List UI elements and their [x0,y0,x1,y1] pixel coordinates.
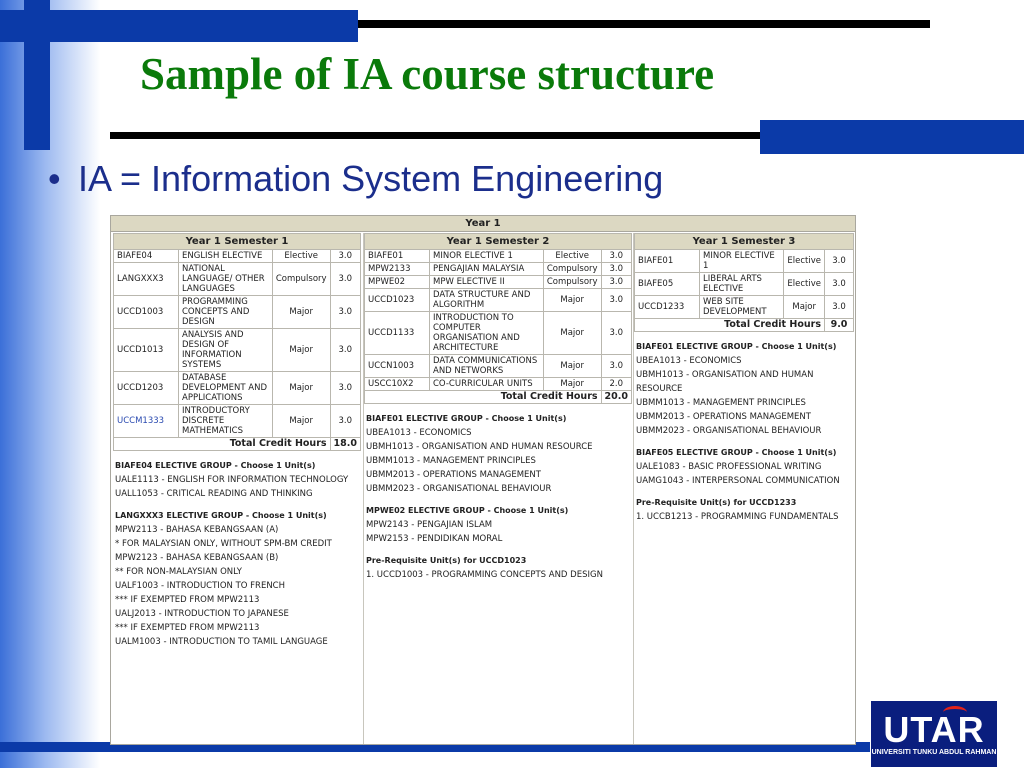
semester-column [363,233,632,744]
year-header: Year 1 [111,216,855,232]
elective-option: UALJ2013 - INTRODUCTION TO JAPANESE [115,609,289,619]
course-credit: 3.0 [601,355,631,378]
course-code: UCCD1233 [635,296,700,319]
course-credit: 3.0 [601,289,631,312]
course-title: MINOR ELECTIVE 1 [430,250,544,263]
course-type: Major [543,355,601,378]
course-row [635,273,854,296]
slide-title: Sample of IA course structure [140,49,715,99]
course-credit: 3.0 [330,250,360,263]
course-title: WEB SITE DEVELOPMENT [700,296,784,319]
course-title: LIBERAL ARTS ELECTIVE [700,273,784,296]
total-label: Total Credit Hours [114,438,331,451]
elective-notes [113,451,361,649]
course-credit: 3.0 [330,405,360,438]
elective-option: ** FOR NON-MALAYSIAN ONLY [115,567,242,577]
course-title: INTRODUCTORY DISCRETE MATHEMATICS [179,405,273,438]
course-type: Major [543,289,601,312]
course-type: Major [784,296,825,319]
course-title: DATABASE DEVELOPMENT AND APPLICATIONS [179,372,273,405]
course-code: MPWE02 [365,276,430,289]
elective-option: * FOR MALAYSIAN ONLY, WITHOUT SPM-BM CREDIT [115,539,332,549]
course-title: DATA STRUCTURE AND ALGORITHM [430,289,544,312]
course-type: Elective [784,250,825,273]
course-code: UCCN1003 [365,355,430,378]
elective-option: 1. UCCB1213 - PROGRAMMING FUNDAMENTALS [636,512,839,522]
course-credit: 3.0 [330,329,360,372]
course-type: Major [272,329,330,372]
course-title: ANALYSIS AND DESIGN OF INFORMATION SYSTEMS [179,329,273,372]
course-code: BIAFE05 [635,273,700,296]
elective-group-heading: LANGXXX3 ELECTIVE GROUP - Choose 1 Unit(s) [115,511,327,520]
course-credit: 3.0 [601,276,631,289]
elective-option: UALE1083 - BASIC PROFESSIONAL WRITING [636,462,822,472]
course-code: LANGXXX3 [114,263,179,296]
elective-option: UBEA1013 - ECONOMICS [636,356,742,366]
semester-table [113,233,361,451]
elective-option: MPW2123 - BAHASA KEBANGSAAN (B) [115,553,279,563]
course-row [635,250,854,273]
elective-group-heading: BIAFE01 ELECTIVE GROUP - Choose 1 Unit(s) [366,414,567,423]
title-underline-rule [110,132,760,139]
course-credit: 3.0 [601,312,631,355]
course-title: PENGAJIAN MALAYSIA [430,263,544,276]
course-credit: 2.0 [601,378,631,391]
top-black-rule [358,20,930,28]
course-code: BIAFE04 [114,250,179,263]
course-type: Major [272,405,330,438]
elective-option: UALF1003 - INTRODUCTION TO FRENCH [115,581,286,591]
elective-group-heading: BIAFE05 ELECTIVE GROUP - Choose 1 Unit(s) [636,448,837,457]
elective-group-heading: Pre-Requisite Unit(s) for UCCD1023 [366,556,527,565]
total-row [635,319,854,332]
elective-option: MPW2153 - PENDIDIKAN MORAL [366,534,503,544]
elective-option: UBMM1013 - MANAGEMENT PRINCIPLES [636,398,806,408]
course-title: CO-CURRICULAR UNITS [430,378,544,391]
elective-group-heading: MPWE02 ELECTIVE GROUP - Choose 1 Unit(s) [366,506,569,515]
logo-text: UTAR [883,709,985,750]
elective-option: UALL1053 - CRITICAL READING AND THINKING [115,489,313,499]
course-code: UCCD1013 [114,329,179,372]
course-type: Major [272,372,330,405]
semester-header: Year 1 Semester 1 [114,234,361,250]
course-title: INTRODUCTION TO COMPUTER ORGANISATION AND ARCHITECTURE [430,312,544,355]
elective-option: UAMG1043 - INTERPERSONAL COMMUNICATION [636,476,840,486]
logo-subtext: UNIVERSITI TUNKU ABDUL RAHMAN [871,749,997,756]
total-credit-hours: 18.0 [330,438,360,451]
course-row [114,372,361,405]
course-type: Major [543,312,601,355]
semester-table [634,233,854,332]
course-code: BIAFE01 [635,250,700,273]
course-credit: 3.0 [601,263,631,276]
utar-logo [870,700,998,768]
course-type: Major [272,296,330,329]
elective-group-heading: BIAFE01 ELECTIVE GROUP - Choose 1 Unit(s) [636,342,837,351]
total-credit-hours: 9.0 [825,319,854,332]
course-type: Elective [272,250,330,263]
course-row [114,263,361,296]
elective-option: UBMM2013 - OPERATIONS MANAGEMENT [366,470,541,480]
elective-option: UALE1113 - ENGLISH FOR INFORMATION TECHNOLOGY [115,475,349,485]
semester-header: Year 1 Semester 2 [365,234,632,250]
top-blue-bar [0,10,358,42]
elective-option: UBMM2023 - ORGANISATIONAL BEHAVIOUR [636,426,822,436]
course-row [365,289,632,312]
course-code: BIAFE01 [365,250,430,263]
semester-table [364,233,632,404]
course-title: PROGRAMMING CONCEPTS AND DESIGN [179,296,273,329]
course-code: UCCD1203 [114,372,179,405]
course-row [365,378,632,391]
elective-option: MPW2143 - PENGAJIAN ISLAM [366,520,493,530]
course-type: Elective [543,250,601,263]
course-type: Major [543,378,601,391]
course-credit: 3.0 [601,250,631,263]
course-row [365,263,632,276]
elective-option: UBMM1013 - MANAGEMENT PRINCIPLES [366,456,536,466]
bullet-text: IA = Information System Engineering [78,158,664,199]
elective-notes [364,404,632,582]
bullet-marker: • [48,158,61,199]
course-title: NATIONAL LANGUAGE/ OTHER LANGUAGES [179,263,273,296]
elective-option: UALM1003 - INTRODUCTION TO TAMIL LANGUAGE [115,637,328,647]
course-row [114,296,361,329]
course-credit: 3.0 [825,250,854,273]
semester-header: Year 1 Semester 3 [635,234,854,250]
course-code: UCCD1133 [365,312,430,355]
course-title: MPW ELECTIVE II [430,276,544,289]
course-type: Elective [784,273,825,296]
elective-option: UBMM2013 - OPERATIONS MANAGEMENT [636,412,811,422]
right-blue-bar [760,120,1024,154]
course-title: ENGLISH ELECTIVE [179,250,273,263]
elective-option: MPW2113 - BAHASA KEBANGSAAN (A) [115,525,279,535]
course-row [635,296,854,319]
bullet-point [48,158,663,200]
course-type: Compulsory [543,276,601,289]
semester-column [633,233,854,744]
course-code: UCCM1333 [114,405,179,438]
semester-column [113,233,361,744]
course-credit: 3.0 [330,372,360,405]
total-label: Total Credit Hours [365,391,602,404]
total-credit-hours: 20.0 [601,391,631,404]
course-credit: 3.0 [825,296,854,319]
elective-option: 1. UCCD1003 - PROGRAMMING CONCEPTS AND DESIGN [366,570,603,580]
total-row [365,391,632,404]
course-code: UCCD1023 [365,289,430,312]
elective-group-heading: BIAFE04 ELECTIVE GROUP - Choose 1 Unit(s) [115,461,316,470]
elective-option: UBMH1013 - ORGANISATION AND HUMAN RESOURCE [366,442,593,452]
elective-option: UBEA1013 - ECONOMICS [366,428,472,438]
total-label: Total Credit Hours [635,319,825,332]
elective-option: UBMM2023 - ORGANISATIONAL BEHAVIOUR [366,484,552,494]
course-row [365,250,632,263]
elective-option: UBMH1013 - ORGANISATION AND HUMAN RESOURCE [636,370,814,394]
course-credit: 3.0 [330,263,360,296]
course-credit: 3.0 [825,273,854,296]
course-row [114,329,361,372]
course-title: MINOR ELECTIVE 1 [700,250,784,273]
elective-option: *** IF EXEMPTED FROM MPW2113 [115,623,260,633]
left-gradient-band [0,0,100,768]
course-row [114,405,361,438]
course-row [365,355,632,378]
elective-option: *** IF EXEMPTED FROM MPW2113 [115,595,260,605]
total-row [114,438,361,451]
elective-group-heading: Pre-Requisite Unit(s) for UCCD1233 [636,498,797,507]
course-type: Compulsory [543,263,601,276]
course-row [365,312,632,355]
course-code: MPW2133 [365,263,430,276]
course-credit: 3.0 [330,296,360,329]
course-type: Compulsory [272,263,330,296]
course-code: UCCD1003 [114,296,179,329]
course-structure-screenshot [110,215,856,745]
course-title: DATA COMMUNICATIONS AND NETWORKS [430,355,544,378]
course-code: USCC10X2 [365,378,430,391]
elective-notes [634,332,854,524]
course-row [365,276,632,289]
course-row [114,250,361,263]
